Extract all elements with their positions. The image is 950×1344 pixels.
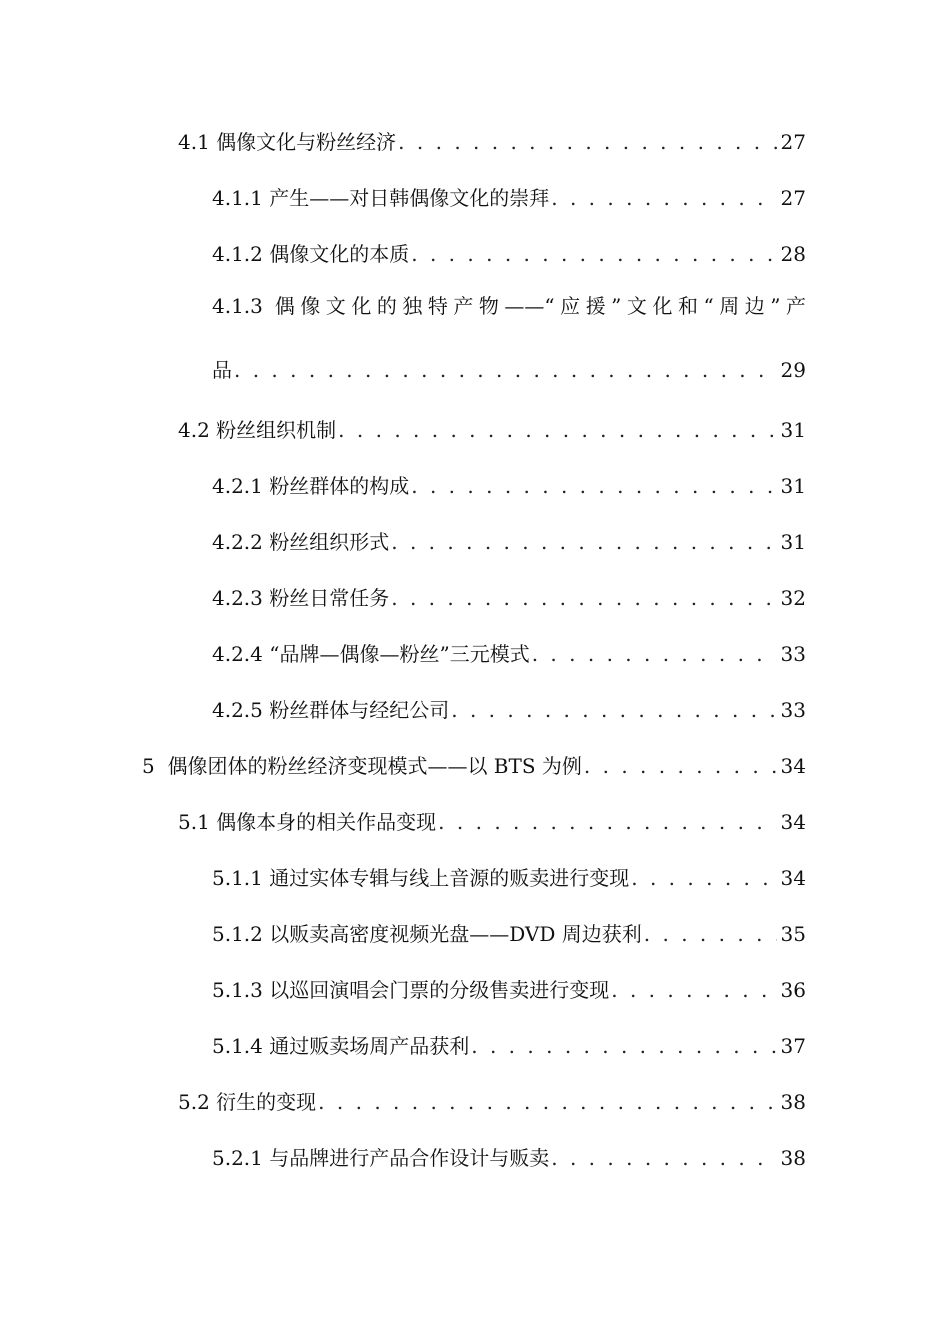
- dot-leader: [391, 584, 776, 612]
- toc-title: 粉丝群体与经纪公司: [269, 698, 450, 722]
- toc-page-number: 32: [780, 586, 806, 610]
- toc-title: 偶像文化的本质: [269, 242, 410, 266]
- dot-leader: [631, 864, 776, 892]
- toc-title: 通过实体专辑与线上音源的贩卖进行变现: [269, 866, 630, 890]
- toc-entry: [212, 1028, 806, 1060]
- toc-number: 4.2.4: [212, 642, 263, 666]
- toc-page-number: 27: [780, 186, 806, 210]
- toc-entry: [212, 916, 806, 948]
- toc-entry: [212, 1140, 806, 1172]
- toc-number: 4.1.3: [212, 294, 263, 318]
- toc-title: 产生——对日韩偶像文化的崇拜: [269, 186, 550, 210]
- toc-entry: [178, 1084, 806, 1116]
- toc-number: 4.2.1: [212, 474, 263, 498]
- toc-entry: [178, 804, 806, 836]
- toc-page-number: 31: [780, 474, 806, 498]
- toc-entry: [212, 524, 806, 556]
- toc-title: 偶像团体的粉丝经济变现模式——以 BTS 为例: [167, 754, 582, 778]
- dot-leader: [451, 696, 776, 724]
- toc-title: 粉丝日常任务: [269, 586, 390, 610]
- dot-leader: [411, 472, 776, 500]
- dot-leader: [398, 128, 776, 156]
- toc-entry: [212, 352, 806, 384]
- toc-entry: [212, 580, 806, 612]
- toc-number: 4.2.3: [212, 586, 263, 610]
- toc-page-number: 31: [780, 418, 806, 442]
- toc-entry: [212, 692, 806, 724]
- toc-page-number: 29: [780, 358, 806, 382]
- toc-number: 4.2.2: [212, 530, 263, 554]
- dot-leader: [411, 240, 776, 268]
- toc-page-number: 38: [780, 1090, 806, 1114]
- toc-entry: [178, 124, 806, 156]
- toc-entry: [212, 636, 806, 668]
- dot-leader: [318, 1088, 776, 1116]
- toc-title: 偶像文化的独特产物——“应援”文化和“周边”产: [274, 294, 806, 318]
- toc-title: 通过贩卖场周产品获利: [269, 1034, 470, 1058]
- dot-leader: [471, 1032, 776, 1060]
- toc-page-number: 34: [780, 866, 806, 890]
- toc-title: 偶像文化与粉丝经济: [216, 130, 397, 154]
- toc-number: 5.1.1: [212, 866, 263, 890]
- toc-entry: [212, 236, 806, 268]
- toc-title: 粉丝组织形式: [269, 530, 390, 554]
- dot-leader: [584, 752, 777, 780]
- toc-page-number: 31: [780, 530, 806, 554]
- toc-title: 以贩卖高密度视频光盘——DVD 周边获利: [269, 922, 642, 946]
- dot-leader: [391, 528, 776, 556]
- dot-leader: [551, 184, 776, 212]
- toc-page-number: 27: [780, 130, 806, 154]
- toc-number: 5.2: [178, 1090, 210, 1114]
- toc-title: 偶像本身的相关作品变现: [216, 810, 437, 834]
- toc-entry: [212, 972, 806, 1004]
- toc-page-number: 34: [780, 754, 806, 778]
- toc-number: 4.2: [178, 418, 210, 442]
- toc-title: 粉丝群体的构成: [269, 474, 410, 498]
- toc-number: 5: [142, 754, 155, 778]
- toc-number: 4.1.2: [212, 242, 263, 266]
- toc-page-number: 36: [780, 978, 806, 1002]
- dot-leader: [338, 416, 776, 444]
- toc-title: “品牌—偶像—粉丝”三元模式: [269, 642, 530, 666]
- toc-entry-wrapped-line: [212, 292, 806, 324]
- toc-entry: [178, 412, 806, 444]
- toc-number: 5.1.2: [212, 922, 263, 946]
- toc-title: 与品牌进行产品合作设计与贩卖: [269, 1146, 550, 1170]
- toc-title: 粉丝组织机制: [216, 418, 337, 442]
- dot-leader: [611, 976, 776, 1004]
- toc-entry: [212, 468, 806, 500]
- dot-leader: [551, 1144, 776, 1172]
- toc-entry: [142, 748, 806, 780]
- toc-page-number: 33: [780, 698, 806, 722]
- toc-number: 4.1: [178, 130, 210, 154]
- toc-number: 5.1.3: [212, 978, 263, 1002]
- dot-leader: [532, 640, 777, 668]
- toc-page-number: 35: [780, 922, 806, 946]
- toc-title: 以巡回演唱会门票的分级售卖进行变现: [269, 978, 610, 1002]
- toc-page-number: 34: [780, 810, 806, 834]
- toc-page-number: 28: [780, 242, 806, 266]
- dot-leader: [438, 808, 776, 836]
- toc-number: 4.2.5: [212, 698, 263, 722]
- toc-title: 衍生的变现: [216, 1090, 317, 1114]
- toc-number: 5.1.4: [212, 1034, 263, 1058]
- toc-page-number: 33: [780, 642, 806, 666]
- dot-leader: [644, 920, 777, 948]
- toc-title-continued: 品: [212, 358, 232, 382]
- toc-number: 5.2.1: [212, 1146, 263, 1170]
- toc-number: 4.1.1: [212, 186, 263, 210]
- toc-entry: [212, 180, 806, 212]
- toc-number: 5.1: [178, 810, 210, 834]
- toc-page-number: 37: [780, 1034, 806, 1058]
- dot-leader: [234, 356, 777, 384]
- toc-entry: [212, 860, 806, 892]
- toc-page-number: 38: [780, 1146, 806, 1170]
